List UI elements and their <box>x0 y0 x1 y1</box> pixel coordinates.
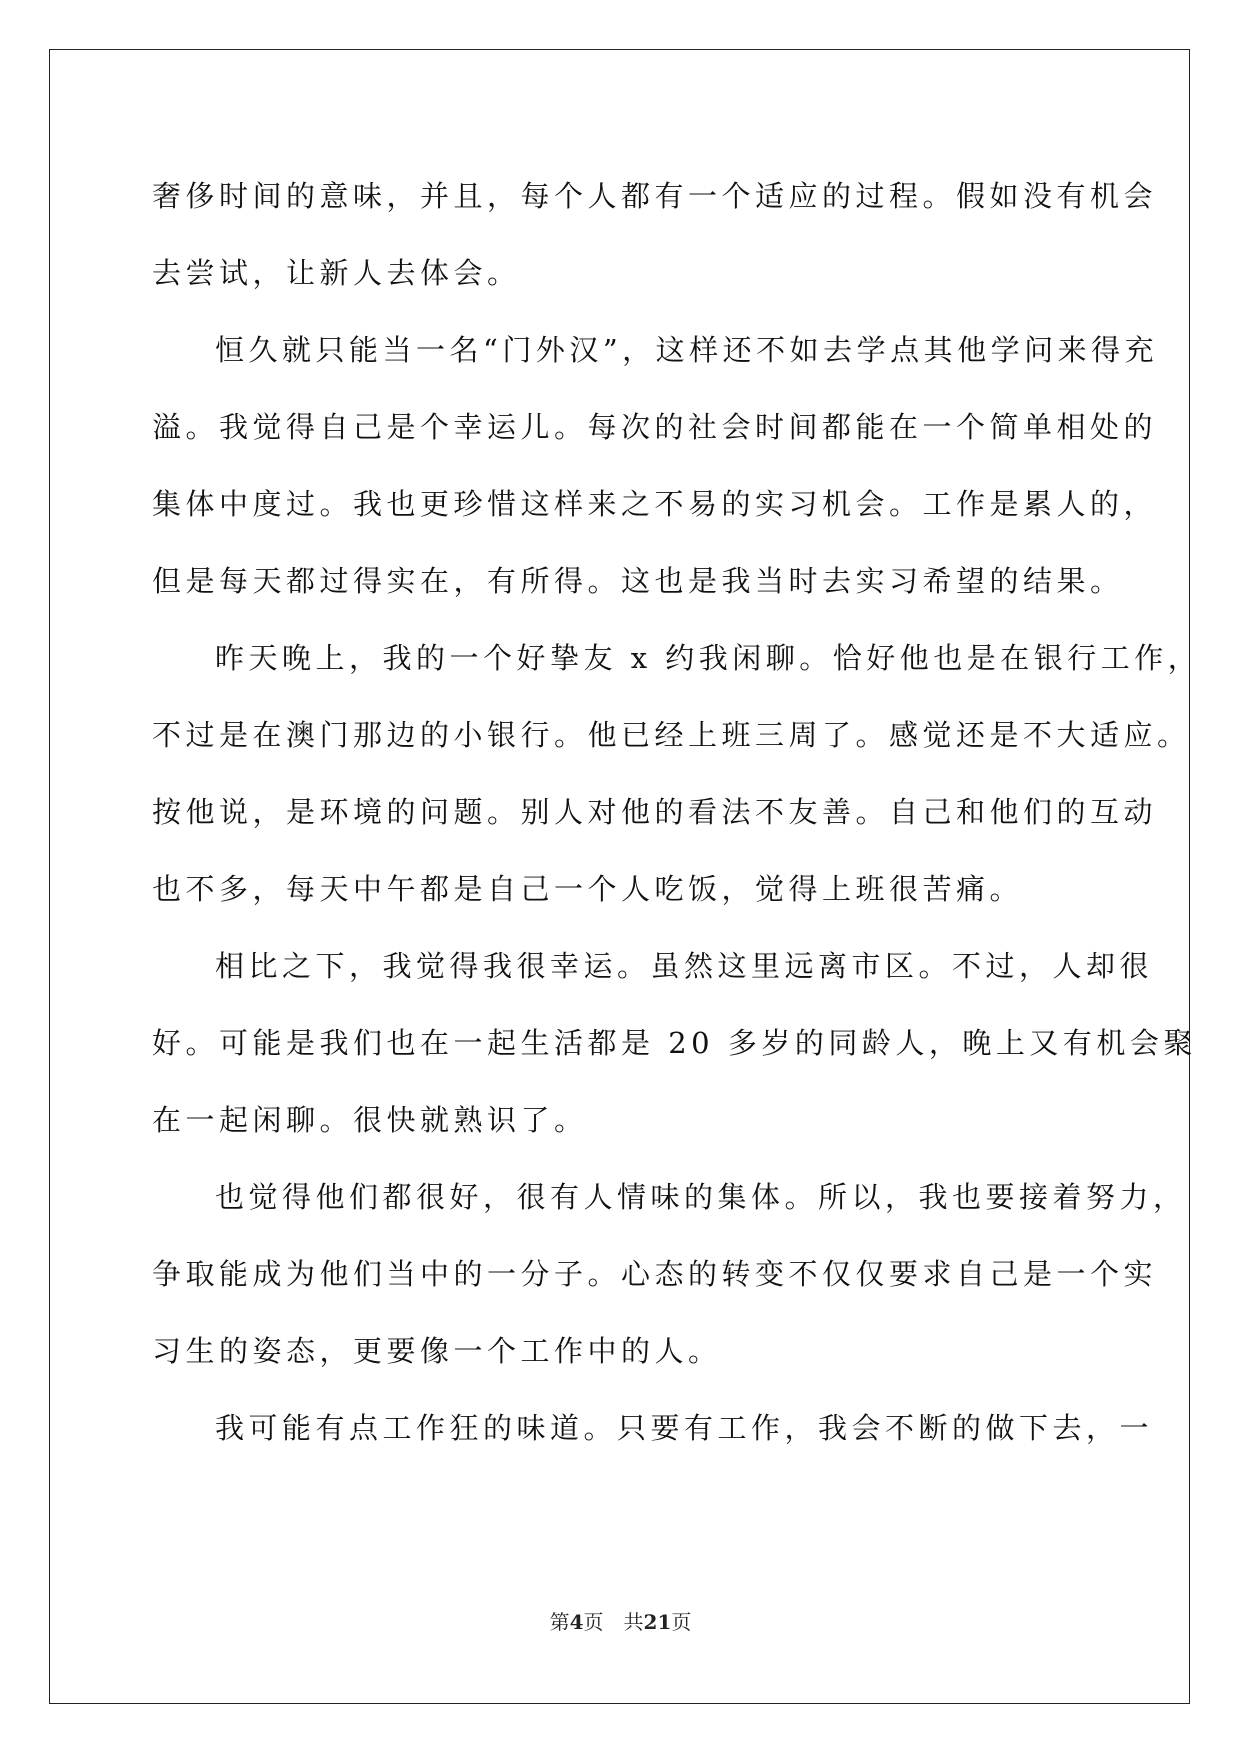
text-line: 不过是在澳门那边的小银行。他已经上班三周了。感觉还是不大适应。 <box>152 718 1191 752</box>
page-prefix: 第 <box>549 1610 570 1634</box>
text-line: 也不多，每天中午都是自己一个人吃饭，觉得上班很苦痛。 <box>152 872 1024 906</box>
text-line: 好。可能是我们也在一起生活都是 20 多岁的同龄人，晚上又有机会聚 <box>152 1026 1197 1060</box>
text-line: 在一起闲聊。很快就熟识了。 <box>152 1103 588 1137</box>
total-suffix: 页 <box>671 1610 692 1634</box>
paragraph-start-line: 昨天晚上，我的一个好挚友 x 约我闲聊。恰好他也是在银行工作， <box>215 641 1202 675</box>
text-line: 习生的姿态，更要像一个工作中的人。 <box>152 1334 722 1368</box>
paragraph-start-line: 相比之下，我觉得我很幸运。虽然这里远离市区。不过，人却很 <box>215 949 1154 983</box>
paragraph-start-line: 也觉得他们都很好，很有人情味的集体。所以，我也要接着努力， <box>215 1180 1187 1214</box>
text-line: 但是每天都过得实在，有所得。这也是我当时去实习希望的结果。 <box>152 564 1124 598</box>
text-line: 去尝试，让新人去体会。 <box>152 256 521 290</box>
text-line: 争取能成为他们当中的一分子。心态的转变不仅仅要求自己是一个实 <box>152 1257 1158 1291</box>
paragraph-start-line: 我可能有点工作狂的味道。只要有工作，我会不断的做下去，一 <box>215 1411 1154 1445</box>
total-page-count: 21 <box>643 1610 672 1634</box>
current-page-number: 4 <box>569 1610 584 1634</box>
total-prefix: 共 <box>623 1610 644 1634</box>
page-suffix: 页 <box>583 1610 604 1634</box>
page-footer <box>0 1606 1241 1635</box>
text-line: 奢侈时间的意味，并且，每个人都有一个适应的过程。假如没有机会 <box>152 179 1158 213</box>
paragraph-start-line: 恒久就只能当一名“门外汉”，这样还不如去学点其他学问来得充 <box>215 333 1159 367</box>
text-line: 集体中度过。我也更珍惜这样来之不易的实习机会。工作是累人的， <box>152 487 1158 521</box>
text-line: 按他说，是环境的问题。别人对他的看法不友善。自己和他们的互动 <box>152 795 1158 829</box>
text-line: 溢。我觉得自己是个幸运儿。每次的社会时间都能在一个简单相处的 <box>152 410 1158 444</box>
document-body <box>152 158 1202 1467</box>
